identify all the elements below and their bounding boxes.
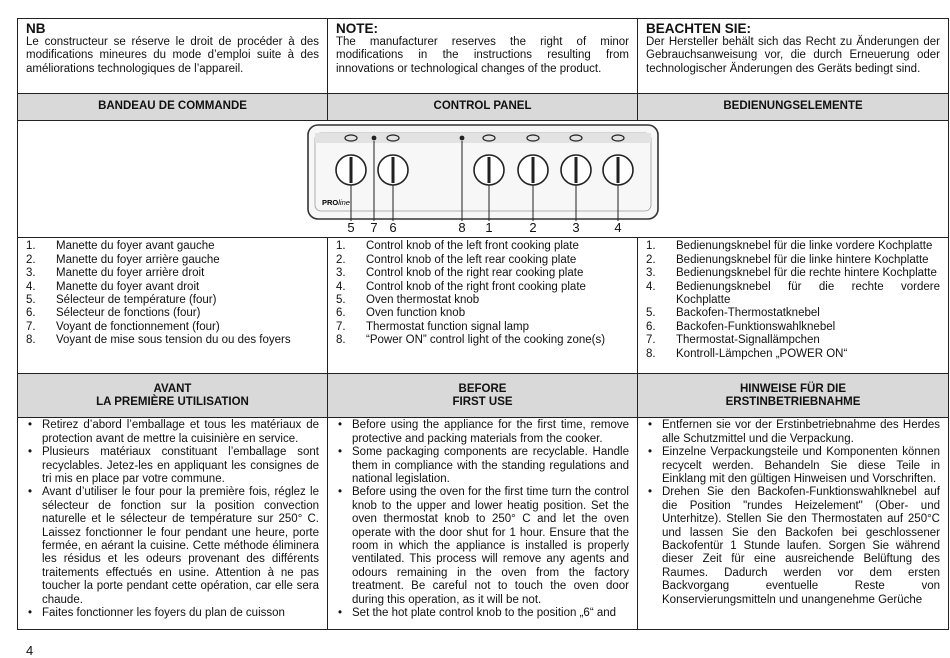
list-item: • Before using the appliance for the first time, remove protective and packing materials from the cooker.: [338, 419, 629, 445]
before-text-en: [328, 418, 638, 630]
legend-de-list: [646, 240, 940, 361]
note-fr-text: Le constructeur se réserve le droit de procéder à des modifications mineures du mode d’emploi suite à des améliorations technologiques de l’appareil.: [26, 36, 319, 75]
list-item: 1. Bedienungsknebel für die linke vordere Kochplatte: [646, 240, 933, 253]
panel-header-fr: BANDEAU DE COMMANDE: [18, 94, 328, 121]
legend-row: [18, 238, 949, 374]
legend-en: [328, 238, 638, 374]
notes-row: [18, 19, 949, 94]
list-item: • Set the hot plate control knob to the position „6“ and: [338, 607, 617, 620]
list-item: • Some packaging components are recyclable. Handle them in compliance with the standing regulations and national legislation.: [338, 446, 629, 486]
list-item: 2. Control knob of the left rear cooking plate: [336, 253, 577, 266]
before-en-list: [338, 419, 629, 625]
diagram-label: 3: [572, 220, 580, 233]
legend-en-list: [336, 240, 629, 347]
before-header-row: [18, 374, 949, 418]
knob-6-icon: [378, 155, 408, 185]
list-item: 3. Control knob of the right rear cooking plate: [336, 267, 584, 280]
legend-de: [638, 238, 949, 374]
brand-logo: PROline: [322, 198, 350, 207]
before-fr-list: [28, 419, 319, 625]
before-header-de: HINWEISE FÜR DIE ERSTINBETRIEBNAHME: [638, 374, 949, 418]
before-text-de: [638, 418, 949, 630]
knob-5-icon: [336, 155, 366, 185]
legend-fr-list: [26, 240, 319, 347]
list-item: 7. Thermostat-Signallämpchen: [646, 334, 820, 347]
diagram-label: 1: [485, 220, 493, 233]
legend-fr: [18, 238, 328, 374]
list-item: • Drehen Sie den Backofen-Funktionswahlknebel auf die Position "rundes Heizelement" (Ober- und Unterhitze). Stellen Sie den Thermostaten auf 250°C und lassen Sie den Backofen bei geschlossener Backofentür 1 Stunde laufen. Sorgen Sie während dieser Zeit für eine ausreichende Belüftung des Raumes. Dadurch werden vor dem ersten Backvorgang eventuelle Reste von Konservierungsmitteln und unangenehme Gerüche: [648, 486, 940, 606]
before-header-fr: AVANT LA PREMIÈRE UTILISATION: [18, 374, 328, 418]
note-en-text: The manufacturer reserves the right of minor modifications in the instructions resulting from innovations or technological changes of the product.: [336, 36, 629, 75]
list-item: 6. Sélecteur de fonctions (four): [26, 307, 201, 320]
list-item: 8. “Power ON” control light of the cooking zone(s): [336, 334, 606, 347]
list-item: 8. Voyant de mise sous tension du ou des foyers: [26, 334, 291, 347]
panel-header-en: CONTROL PANEL: [328, 94, 638, 121]
list-item: 5. Sélecteur de température (four): [26, 294, 217, 307]
before-de-list: [648, 419, 940, 625]
list-item: 1. Control knob of the left front cooking plate: [336, 240, 579, 253]
diagram-label: 8: [458, 220, 466, 233]
list-item: 4. Bedienungsknebel für die rechte vordere Kochplatte: [646, 280, 940, 307]
panel-header-row: [18, 94, 949, 121]
knob-2-icon: [518, 155, 548, 185]
knob-4-icon: [603, 155, 633, 185]
list-item: 2. Manette du foyer arrière gauche: [26, 253, 220, 266]
before-text-row: [18, 418, 949, 630]
list-item: 7. Voyant de fonctionnement (four): [26, 320, 220, 333]
before-header-en: BEFORE FIRST USE: [328, 374, 638, 418]
list-item: 5. Backofen-Thermostatknebel: [646, 307, 820, 320]
list-item: • Retirez d’abord l’emballage et tous les matériaux de protection avant de mettre la cuisinière en service.: [28, 419, 319, 445]
before-text-fr: [18, 418, 328, 630]
list-item: 5. Oven thermostat knob: [336, 294, 480, 307]
knob-3-icon: [561, 155, 591, 185]
lamp-8-icon: [460, 136, 465, 141]
note-fr-title: NB: [26, 21, 46, 36]
list-item: • Avant d’utiliser le four pour la première fois, réglez le sélecteur de fonction sur la position convection naturelle et le sélecteur de température sur 250° C. Laissez fonctionner le four pendant une heure, porte fermée, en aérant la cuisine. Cette méthode éliminera les résidus et les odeurs provenant des différents traitements effectués en usine. Attention à ne pas toucher la porte pendant cette opération, car elle sera chaude.: [28, 486, 319, 606]
list-item: • Faites fonctionner les foyers du plan de cuisson: [28, 607, 285, 620]
list-item: 2. Bedienungsknebel für die linke hintere Kochplatte: [646, 253, 929, 266]
lamp-7-icon: [372, 136, 377, 141]
knob-1-icon: [474, 155, 504, 185]
note-de-title: BEACHTEN SIE:: [646, 21, 752, 36]
diagram-label: 5: [347, 220, 355, 233]
list-item: 3. Bedienungsknebel für die rechte hintere Kochplatte: [646, 267, 937, 280]
panel-header-de: BEDIENUNGSELEMENTE: [638, 94, 949, 121]
list-item: • Before using the oven for the first time turn the control knob to the upper and lower heatig position. Set the oven thermostat knob to 250° C and let the oven operate with the door shut for 1 hour. Ensure that the room in which the appliance is installed is properly ventilated. This process will remove any agents and odours remaining in the oven from the factory treatment. Be careful not to touch the oven door during this operation, as it will be not.: [338, 486, 629, 606]
page-number: 4: [26, 643, 34, 658]
diagram-labels: [347, 220, 621, 233]
manual-page-table: [17, 18, 949, 630]
note-en-title: NOTE:: [336, 21, 378, 36]
list-item: 8. Kontroll-Lämpchen „POWER ON“: [646, 347, 848, 360]
note-de-text: Der Hersteller behält sich das Recht zu Änderungen der Gebrauchsanweisung vor, die durch Erneuerung oder technologischer Änderungen des Geräts bedingt sind.: [646, 36, 940, 75]
list-item: 6. Backofen-Funktionswahlknebel: [646, 320, 836, 333]
list-item: 7. Thermostat function signal lamp: [336, 320, 529, 333]
diagram-label: 4: [614, 220, 622, 233]
diagram-label: 2: [529, 220, 537, 233]
note-en: [328, 19, 638, 94]
note-de: [638, 19, 949, 94]
list-item: • Plusieurs matériaux constituant l’emballage sont recyclables. Jetez-les en appliquant les consignes de tri mis en place par votre commune.: [28, 446, 319, 486]
list-item: 6. Oven function knob: [336, 307, 466, 320]
list-item: 4. Control knob of the right front cooking plate: [336, 280, 586, 293]
note-fr: [18, 19, 328, 94]
list-item: • Entfernen sie vor der Erstinbetriebnahme des Herdes alle Schutzmittel und die Verpackung.: [648, 419, 940, 445]
diagram-label: 6: [389, 220, 397, 233]
control-panel-illustration: [18, 121, 947, 233]
list-item: • Einzelne Verpackungsteile und Komponenten können recycelt werden. Behandeln Sie diese Teile in Einklang mit den gültigen Hinweisen und Vorschriften.: [648, 446, 940, 486]
list-item: 1. Manette du foyer avant gauche: [26, 240, 215, 253]
list-item: 3. Manette du foyer arrière droit: [26, 267, 205, 280]
diagram-row: [18, 121, 949, 238]
list-item: 4. Manette du foyer avant droit: [26, 280, 200, 293]
diagram-label: 7: [370, 220, 378, 233]
control-panel-diagram: [18, 121, 949, 238]
